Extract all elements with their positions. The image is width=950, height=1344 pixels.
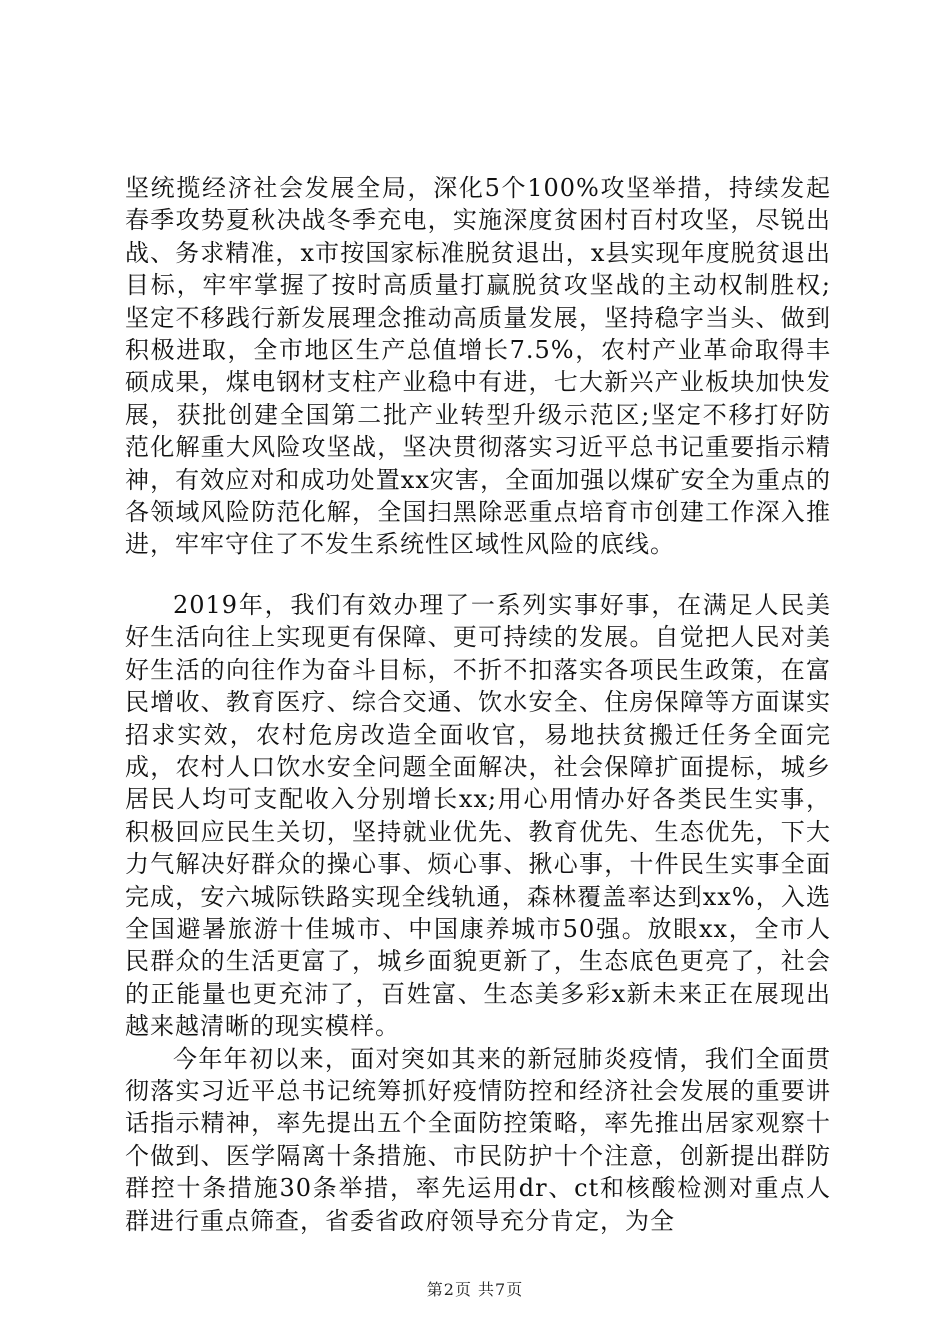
paragraph-spacer (125, 561, 831, 589)
paragraph-3: 今年年初以来，面对突如其来的新冠肺炎疫情，我们全面贯彻落实习近平总书记统筹抓好疫情防控和经济社会发展的重要讲话指示精神，率先提出五个全面防控策略，率先推出居家观察十个做到、医学隔离十条措施、市民防护十个注意，创新提出群防群控十条措施30条举措，率先运用dr、ct和核酸检测对重点人群进行重点筛查，省委省政府领导充分肯定，为全 (125, 1044, 831, 1235)
paragraph-2: 2019年，我们有效办理了一系列实事好事，在满足人民美好生活向往上实现更有保障、更可持续的发展。自觉把人民对美好生活的向往作为奋斗目标，不折不扣落实各项民生政策，在富民增收、教育医疗、综合交通、饮水安全、住房保障等方面谋实招求实效，农村危房改造全面收官，易地扶贫搬迁任务全面完成，农村人口饮水安全问题全面解决，社会保障扩面提标，城乡居民人均可支配收入分别增长xx;用心用情办好各类民生实事，积极回应民生关切，坚持就业优先、教育优先、生态优先，下大力气解决好群众的操心事、烦心事、揪心事，十件民生实事全面完成，安六城际铁路实现全线轨通，森林覆盖率达到xx%，入选全国避暑旅游十佳城市、中国康养城市50强。放眼xx，全市人民群众的生活更富了，城乡面貌更新了，生态底色更亮了，社会的正能量也更充沛了，百姓富、生态美多彩x新未来正在展现出越来越清晰的现实模样。 (125, 590, 831, 1041)
document-body (125, 172, 831, 1237)
paragraph-1: 坚统揽经济社会发展全局，深化5个100%攻坚举措，持续发起春季攻势夏秋决战冬季充电，实施深度贫困村百村攻坚，尽锐出战、务求精准，x市按国家标准脱贫退出，x县实现年度脱贫退出目标，牢牢掌握了按时高质量打赢脱贫攻坚战的主动权制胜权;坚定不移践行新发展理念推动高质量发展，坚持稳字当头、做到积极进取，全市地区生产总值增长7.5%，农村产业革命取得丰硕成果，煤电钢材支柱产业稳中有进，七大新兴产业板块加快发展，获批创建全国第二批产业转型升级示范区;坚定不移打好防范化解重大风险攻坚战，坚决贯彻落实习近平总书记重要指示精神，有效应对和成功处置xx灾害，全面加强以煤矿安全为重点的各领域风险防范化解，全国扫黑除恶重点培育市创建工作深入推进，牢牢守住了不发生系统性区域性风险的底线。 (125, 174, 831, 559)
page-number-footer: 第2页 共7页 (426, 1280, 524, 1299)
